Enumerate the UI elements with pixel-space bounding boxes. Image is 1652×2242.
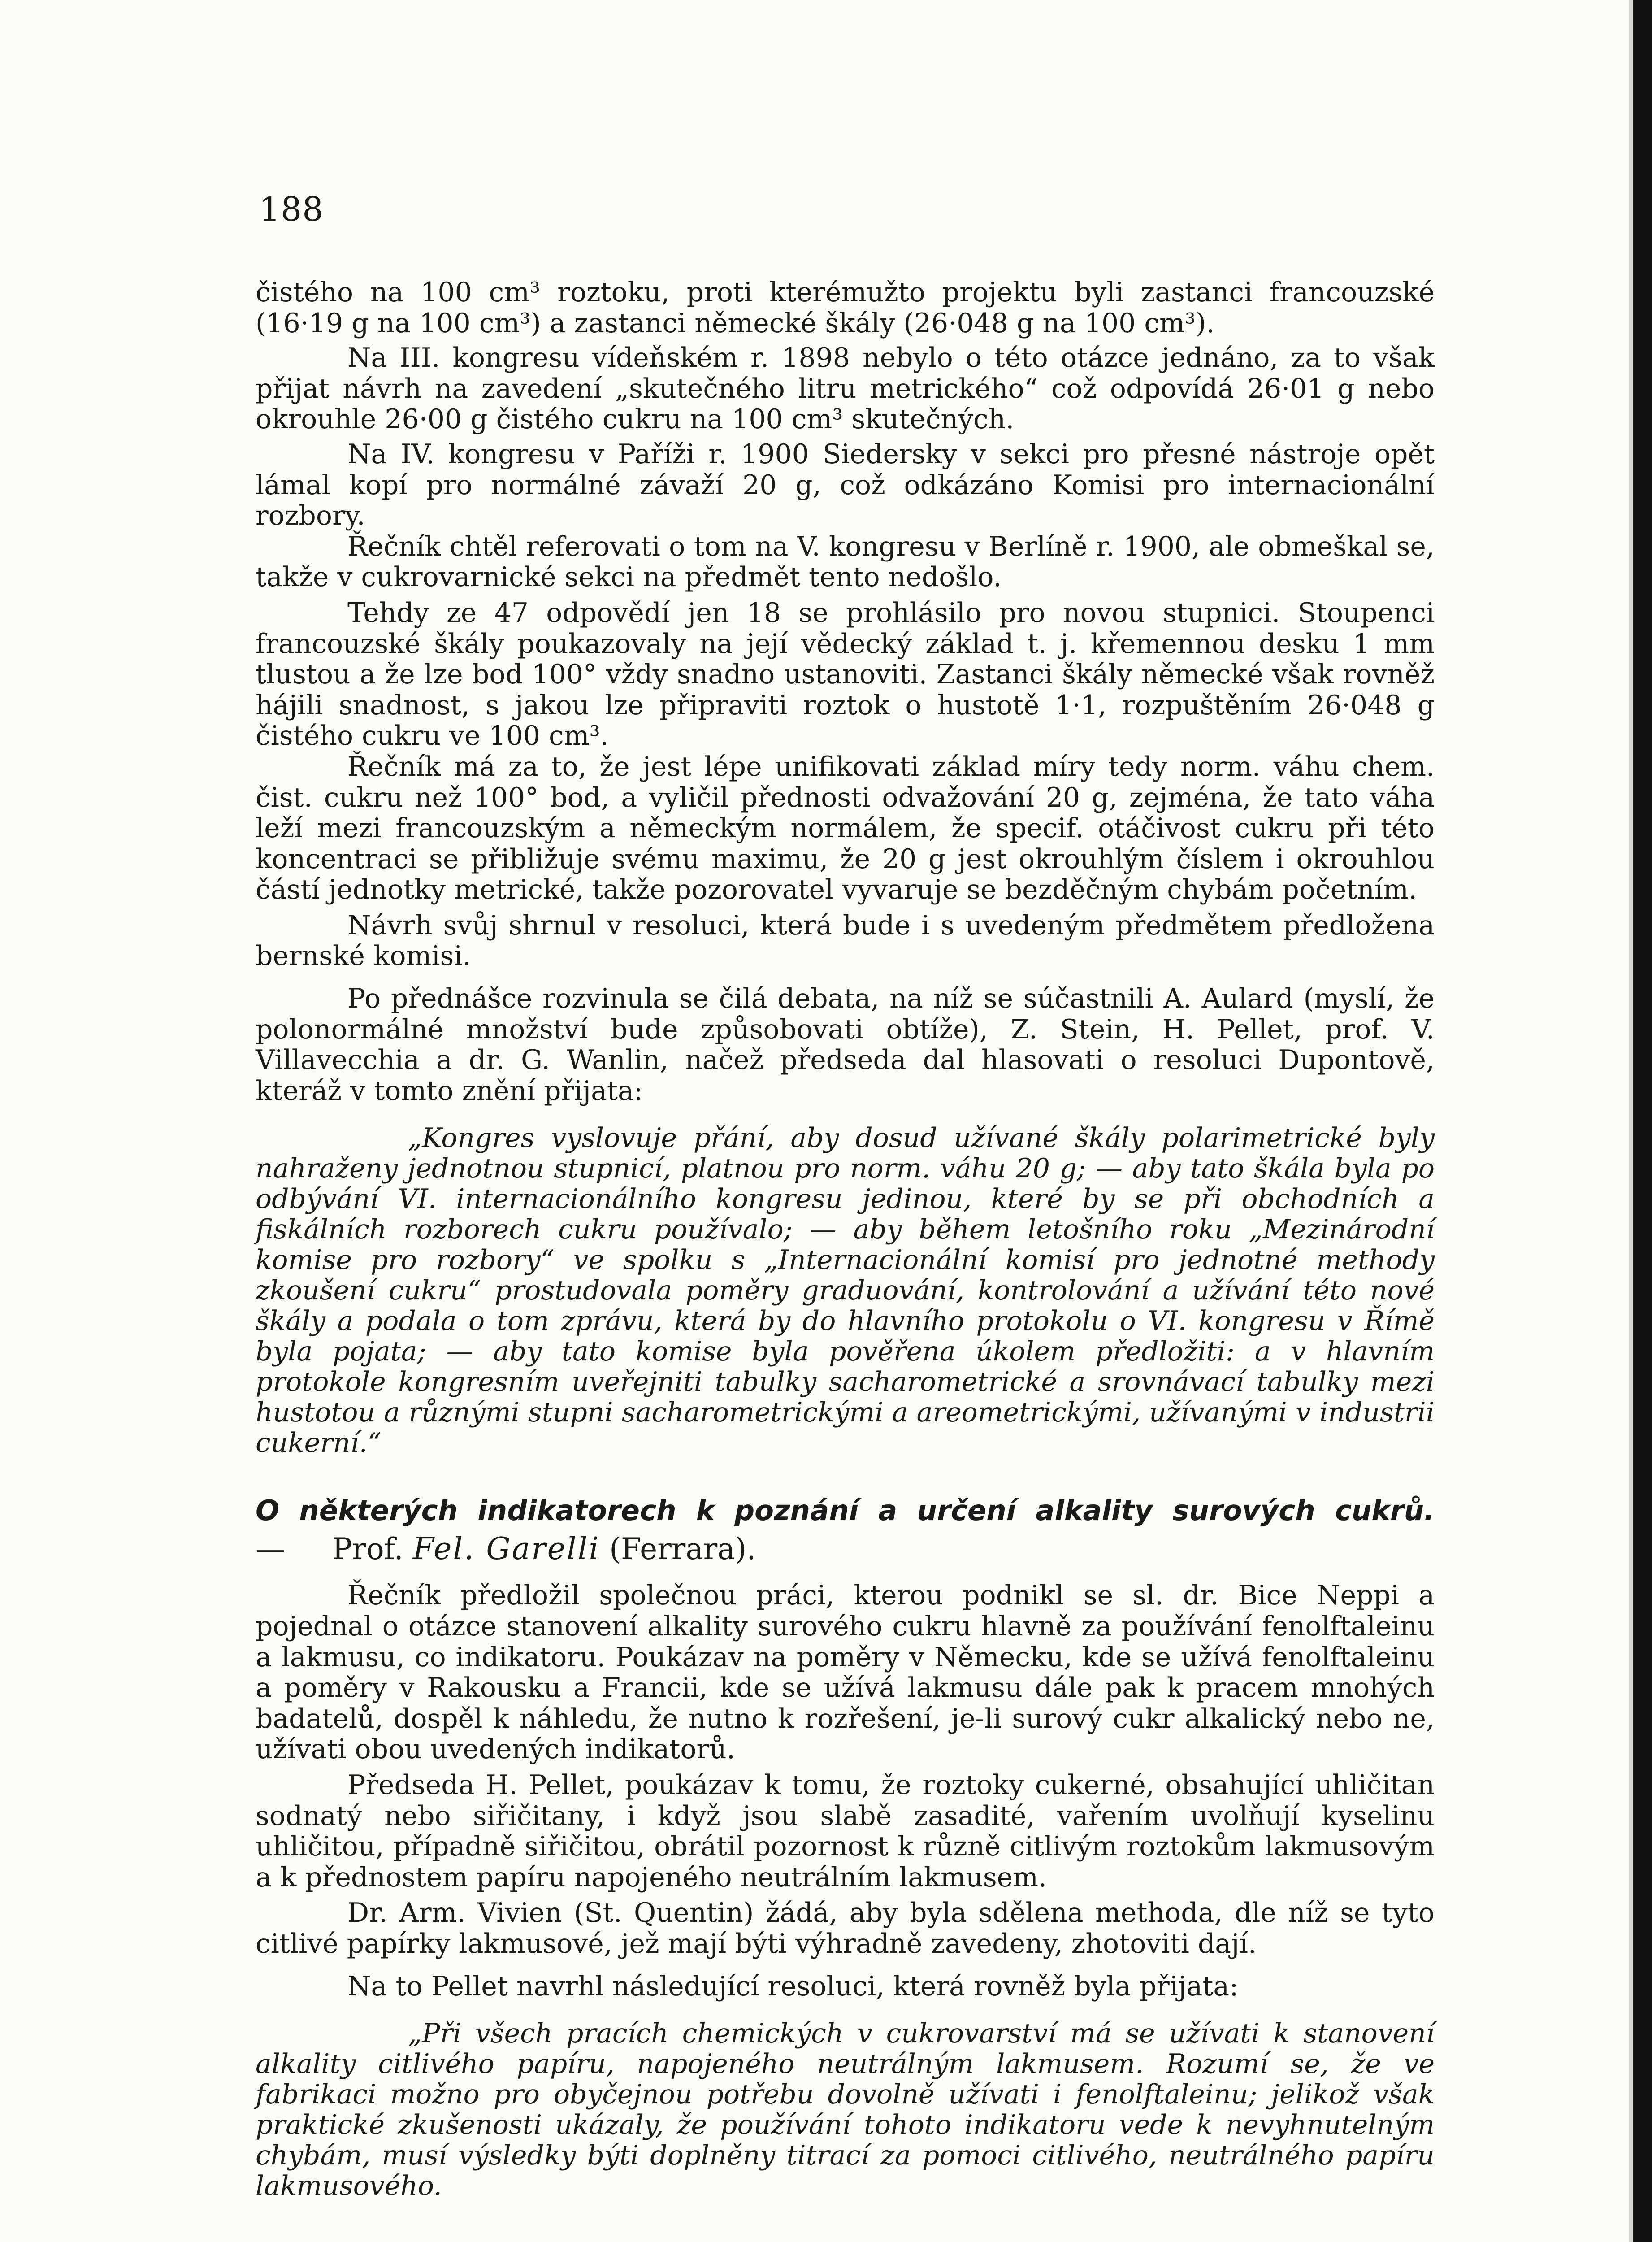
paragraph: Návrh svůj shrnul v resoluci, která bude i s uvedeným předmětem předložena bernské komisi.: [256, 909, 1435, 972]
paragraph: Na to Pellet navrhl následující resoluci, která rovněž byla přijata:: [347, 1970, 1239, 2002]
byline-prefix: Prof.: [332, 1532, 403, 1567]
paragraph: Tehdy ze 47 odpovědí jen 18 se prohlásilo pro novou stupnici. Stoupenci francouzské škály poukazovaly na její vědecký základ t. j. křemennou desku 1 mm tlustou a že lze bod 100° vždy snadno ustanoviti. Zastanci škály německé však rovněž hájili snadnost, s jakou lze připraviti roztok o hustotě 1·1, rozpuštěním 26·048 g čistého cukru ve 100 cm³.: [256, 597, 1435, 752]
byline-author: Fel. Garelli: [412, 1531, 600, 1567]
paragraph: čistého na 100 cm³ roztoku, proti kterémužto projektu byli zastanci francouzské (16·19 g na 100 cm³) a zastanci německé škály (26·048 g na 100 cm³).: [256, 277, 1435, 339]
paragraph: Na III. kongresu vídeňském r. 1898 nebylo o této otázce jednáno, za to však přijat návrh na zavedení „skutečného litru metrického“ což odpovídá 26·01 g nebo okrouhle 26·00 g čistého cukru na 100 cm³ skutečných.: [256, 342, 1435, 435]
section-heading: O některých indikatorech k poznání a určení alkality surových cukrů.: [256, 1494, 1435, 1527]
body-text: [256, 277, 1435, 2202]
byline-dash: —: [256, 1532, 285, 1567]
paragraph: Řečník má za to, že jest lépe unifikovati základ míry tedy norm. váhu chem. čist. cukru než 100° bod, a vyličil přednosti odvažování 20 g, zejména, že tato váha leží mezi francouzským a německým normálem, že specif. otáčivost cukru při této koncentraci se přibližuje svému maximu, že 20 g jest okrouhlým číslem i okrouhlou částí jednotky metrické, takže pozorovatel vyvaruje se bezděčným chybám početním.: [256, 751, 1435, 906]
page-number: 188: [259, 190, 324, 229]
paragraph: Předseda H. Pellet, poukázav k tomu, že roztoky cukerné, obsahující uhličitan sodnatý nebo siřičitany, i když jsou slabě zasadité, vařením uvolňují kyselinu uhličitou, případně siřičitou, obrátil pozornost k různě citlivým roztokům lakmusovým a k přednostem papíru napojeného neutrálním lakmusem.: [256, 1769, 1435, 1893]
byline: [256, 1531, 1435, 1568]
resolution-quote: „Kongres vyslovuje přání, aby dosud užívané škály polarimetrické byly nahraženy jednotnou stupnicí, platnou pro norm. váhu 20 g; — aby tato škála byla po odbývání VI. internacionálního kongresu jedinou, které by se při obchodních a fiskálních rozborech cukru používalo; — aby během letošního roku „Mezinárodní komise pro rozbory“ ve spolku s „Internacionální komisí pro jednotné methody zkoušení cukru“ prostudovala poměry graduování, kontrolování a užívání této nové škály a podala o tom zprávu, která by do hlavního protokolu o VI. kongresu v Římě byla pojata; — aby tato komise byla pověřena úkolem předložiti: a v hlavním protokole kongresním uveřejniti tabulky sacharometrické a srovnávací tabulky mezi hustotou a různými stupni sacharometrickými a areometrickými, užívanými v industrii cukerní.“: [256, 1122, 1435, 1459]
paragraph: Řečník chtěl referovati o tom na V. kongresu v Berlíně r. 1900, ale obmeškal se, takže v cukrovarnické sekci na předmět tento nedošlo.: [256, 530, 1435, 593]
page-edge-shadow: [1629, 0, 1633, 2242]
paragraph: Dr. Arm. Vivien (St. Quentin) žádá, aby byla sdělena methoda, dle níž se tyto citlivé papírky lakmusové, jež mají býti výhradně zavedeny, zhotoviti dají.: [256, 1897, 1435, 1960]
paragraph: Na IV. kongresu v Paříži r. 1900 Siedersky v sekci pro přesné nástroje opět lámal kopí pro normálné závaží 20 g, což odkázáno Komisi pro internacionální rozbory.: [256, 438, 1435, 532]
scan-border: [1633, 0, 1652, 2242]
paragraph: Řečník předložil společnou práci, kterou podnikl se sl. dr. Bice Neppi a pojednal o otázce stanovení alkality surového cukru hlavně za používání fenolftaleinu a lakmusu, co indikatoru. Poukázav na poměry v Německu, kde se užívá fenolftaleinu a poměry v Rakousku a Francii, kde se užívá lakmusu dále pak k pracem mnohých badatelů, dospěl k náhledu, že nutno k rozřešení, je-li surový cukr alkalický nebo ne, užívati obou uvedených indikatorů.: [256, 1580, 1435, 1765]
byline-place: (Ferrara).: [609, 1532, 756, 1567]
paragraph: Po přednášce rozvinula se čilá debata, na níž se súčastnili A. Aulard (myslí, že polonormálné množství bude způsobovati obtíže), Z. Stein, H. Pellet, prof. V. Villavecchia a dr. G. Wanlin, načež předseda dal hlasovati o resoluci Dupontově, kteráž v tomto znění přijata:: [256, 983, 1435, 1107]
resolution-quote: „Při všech pracích chemických v cukrovarství má se užívati k stanovení alkality citlivého papíru, napojeného neutrálným lakmusem. Rozumí se, že ve fabrikaci možno pro obyčejnou potřebu dovolně užívati i fenolftaleinu; jelikož však praktické zkušenosti ukázaly, že používání tohoto indikatoru vede k nevyhnutelným chybám, musí výsledky býti doplněny titrací za pomoci citlivého, neutrálného papíru lakmusového.: [256, 2018, 1435, 2202]
